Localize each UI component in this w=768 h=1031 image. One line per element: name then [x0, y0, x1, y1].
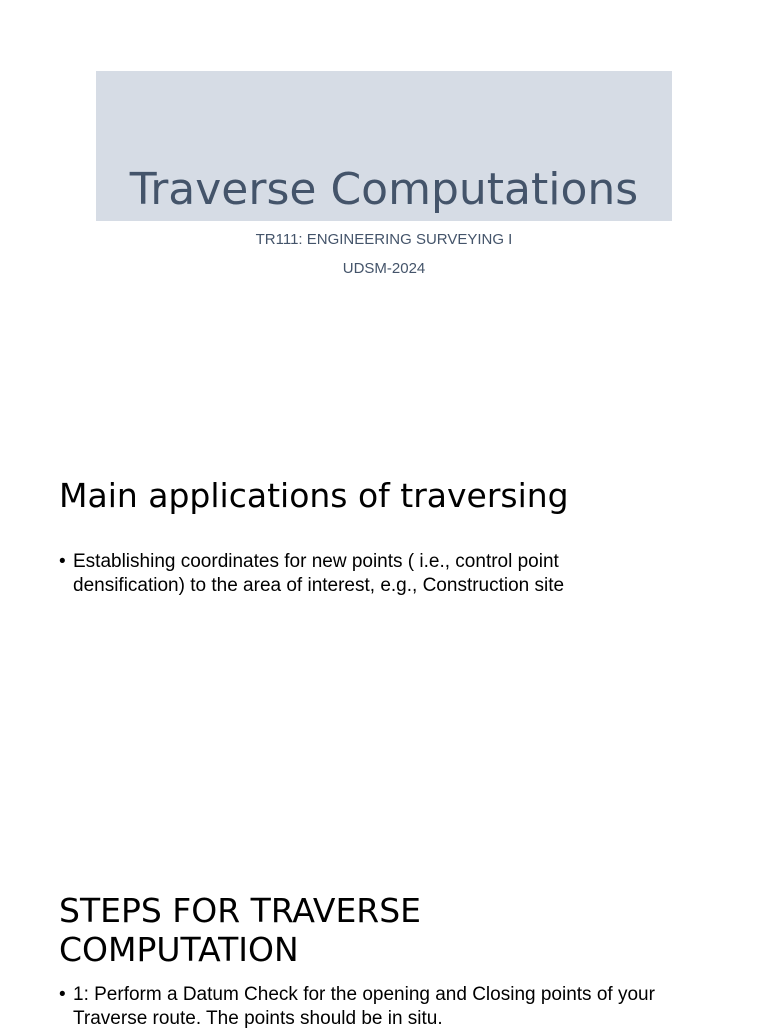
steps-heading-line: STEPS FOR TRAVERSE: [59, 891, 422, 930]
bullet-icon: •: [59, 984, 66, 1005]
list-item: [59, 550, 719, 598]
applications-list: [59, 550, 719, 598]
steps-heading: [59, 891, 421, 969]
year-subtitle: UDSM-2024: [342, 260, 426, 277]
course-subtitle: TR111: ENGINEERING SURVEYING I: [255, 231, 513, 248]
bullet-text-line: Establishing coordinates for new points ( i.e., control point: [73, 551, 559, 572]
applications-heading: Main applications of traversing: [59, 476, 569, 515]
bullet-text-line: 1: Perform a Datum Check for the opening and Closing points of your: [73, 984, 655, 1005]
bullet-text-line: densification) to the area of interest, e.g., Construction site: [73, 575, 565, 596]
bullet-icon: •: [59, 551, 66, 572]
bullet-text-line: Traverse route. The points should be in situ.: [73, 1008, 443, 1029]
steps-heading-line: COMPUTATION: [59, 930, 299, 969]
presentation-title: Traverse Computations: [129, 164, 639, 215]
